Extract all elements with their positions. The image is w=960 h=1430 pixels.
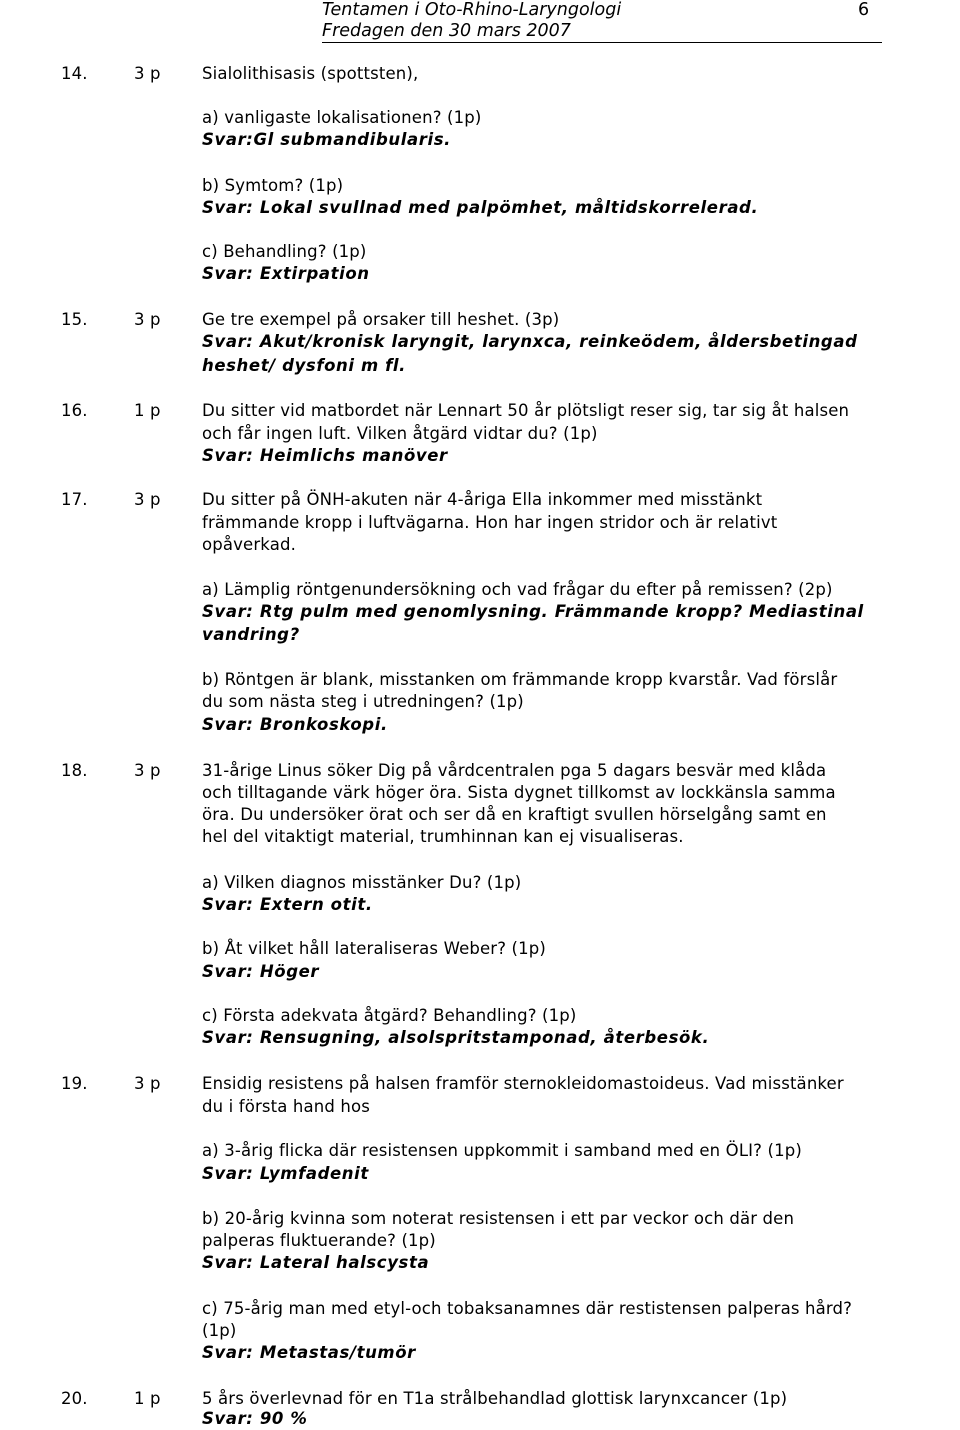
question-points: 3 p (134, 310, 161, 329)
subquestion-text: c) Behandling? (1p) (202, 242, 367, 261)
question-text: öra. Du undersöker örat och ser då en kraftigt svullen hörselgång samt en (202, 805, 827, 824)
subquestion-text: b) Åt vilket håll lateraliseras Weber? (1p) (202, 939, 546, 958)
question-points: 3 p (134, 64, 161, 83)
question-text: du i första hand hos (202, 1097, 371, 1116)
question-text: och tilltagande värk höger öra. Sista dygnet tillkomst av lockkänsla samma (202, 783, 836, 802)
exam-date: Fredagen den 30 mars 2007 (322, 21, 571, 41)
answer-text: Svar:Gl submandibularis. (202, 130, 452, 149)
exam-title: Tentamen i Oto-Rhino-Laryngologi (322, 0, 622, 20)
answer-text: Svar: Lateral halscysta (202, 1253, 430, 1272)
question-text: 5 års överlevnad för en T1a strålbehandlad glottisk larynxcancer (1p) (202, 1389, 788, 1408)
question-number: 19. (61, 1074, 88, 1093)
page-number: 6 (858, 0, 870, 20)
subquestion-text: c) Första adekvata åtgärd? Behandling? (1p) (202, 1006, 577, 1025)
question-number: 16. (61, 401, 88, 420)
question-points: 3 p (134, 490, 161, 509)
question-points: 3 p (134, 761, 161, 780)
page-header (322, 0, 882, 43)
subquestion-text: a) Lämplig röntgenundersökning och vad frågar du efter på remissen? (2p) (202, 580, 833, 599)
answer-text: heshet/ dysfoni m fl. (202, 356, 407, 375)
question-points: 3 p (134, 1074, 161, 1093)
answer-text: Svar: Rensugning, alsolspritstamponad, återbesök. (202, 1028, 710, 1047)
answer-text: vandring? (202, 625, 300, 644)
answer-text: Svar: Extern otit. (202, 895, 373, 914)
subquestion-text: a) 3-årig flicka där resistensen uppkommit i samband med en ÖLI? (1p) (202, 1141, 802, 1160)
subquestion-text: a) Vilken diagnos misstänker Du? (1p) (202, 873, 522, 892)
question-text: hel del vitaktigt material, trumhinnan kan ej visualiseras. (202, 827, 684, 846)
subquestion-text: a) vanligaste lokalisationen? (1p) (202, 108, 482, 127)
subquestion-text: b) 20-årig kvinna som noterat resistensen i ett par veckor och där den (202, 1209, 795, 1228)
answer-text: Svar: Metastas/tumör (202, 1343, 416, 1362)
question-text: främmande kropp i luftvägarna. Hon har ingen stridor och är relativt (202, 513, 778, 532)
answer-text: Svar: Akut/kronisk laryngit, larynxca, reinkeödem, åldersbetingad (202, 332, 858, 351)
question-points: 1 p (134, 1389, 161, 1408)
question-text: 31-årige Linus söker Dig på vårdcentralen pga 5 dagars besvär med klåda (202, 761, 827, 780)
question-text: Sialolithisasis (spottsten), (202, 64, 419, 83)
question-text: och får ingen luft. Vilken åtgärd vidtar du? (1p) (202, 424, 598, 443)
answer-text: Svar: Lymfadenit (202, 1164, 369, 1183)
answer-text: Svar: Lokal svullnad med palpömhet, måltidskorrelerad. (202, 198, 759, 217)
answer-text: Svar: Höger (202, 962, 320, 981)
question-text: Ensidig resistens på halsen framför sternokleidomastoideus. Vad misstänker (202, 1074, 844, 1093)
question-number: 14. (61, 64, 88, 83)
answer-text: Svar: 90 % (202, 1409, 308, 1428)
answer-text: Svar: Rtg pulm med genomlysning. Främmande kropp? Mediastinal (202, 602, 864, 621)
question-text: opåverkad. (202, 535, 296, 554)
subquestion-text: b) Röntgen är blank, misstanken om främmande kropp kvarstår. Vad förslår (202, 670, 838, 689)
subquestion-text: b) Symtom? (1p) (202, 176, 344, 195)
question-text: Du sitter vid matbordet när Lennart 50 år plötsligt reser sig, tar sig åt halsen (202, 401, 850, 420)
subquestion-text: (1p) (202, 1321, 237, 1340)
question-text: Du sitter på ÖNH-akuten när 4-åriga Ella inkommer med misstänkt (202, 490, 763, 509)
answer-text: Svar: Extirpation (202, 264, 370, 283)
question-number: 18. (61, 761, 88, 780)
question-points: 1 p (134, 401, 161, 420)
question-number: 15. (61, 310, 88, 329)
subquestion-text: palperas fluktuerande? (1p) (202, 1231, 436, 1250)
answer-text: Svar: Bronkoskopi. (202, 715, 388, 734)
question-text: Ge tre exempel på orsaker till heshet. (3p) (202, 310, 560, 329)
subquestion-text: du som nästa steg i utredningen? (1p) (202, 692, 524, 711)
question-number: 20. (61, 1389, 88, 1408)
subquestion-text: c) 75-årig man med etyl-och tobaksanamnes där restistensen palperas hård? (202, 1299, 853, 1318)
answer-text: Svar: Heimlichs manöver (202, 446, 448, 465)
question-number: 17. (61, 490, 88, 509)
